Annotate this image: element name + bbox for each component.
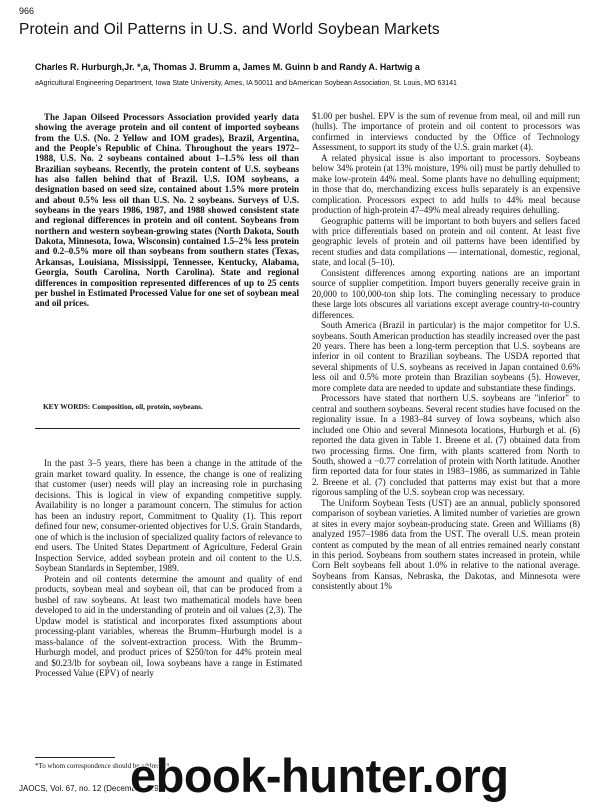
affiliations: aAgricultural Engineering Department, Iowa State University, Ames, IA 50011 and bAmerican Soybean Association, St. Louis, MO 63141 [35, 80, 457, 87]
journal-footer: JAOCS, Vol. 67, no. 12 (December 1990) [19, 784, 166, 793]
paper-title: Protein and Oil Patterns in U.S. and World Soybean Markets [19, 21, 440, 38]
footnote: *To whom correspondence should be addressed. [35, 762, 171, 770]
paragraph: $1.00 per bushel. EPV is the sum of revenue from meal, oil and mill run (hulls). The importance of protein and oil content to processors was confirmed in interviews conducted by the Office of Technology Assessment, to support its study of the U.S. grain market (4). [312, 111, 580, 153]
body-left-column [35, 458, 302, 679]
paragraph: A related physical issue is also important to processors. Soybeans below 34% protein (at 13% moisture, 19% oil) must be partly dehulled to make low-protein 44% meal. Some plants have no dehulling equipment; in those that do, merchandizing excess hulls separately is an expensive complication. Processors expect to add hulls to 44% meal because production of high-protein 47–49% meal already requires dehulling. [312, 152, 580, 216]
abstract: The Japan Oilseed Processors Association provided yearly data showing the average protein and oil content of imported soybeans from the U.S. (No. 2 Yellow and IOM grades), Brazil, Argentina, and the People's Republic of China. Throughout the years 1972–1988, U.S. No. 2 soybeans contained about 1–1.5% less oil than Brazilian soybeans. Recently, the protein content of U.S. soybeans has also fallen behind that of Brazil. U.S. IOM soybeans, a designation based on seed size, contained about 1.5% more protein and about 0.5% less oil than U.S. No. 2 soybeans. Surveys of U.S. soybeans in the years 1986, 1987, and 1988 showed consistent state and regional differences in protein and oil content. Soybeans from northern and western soybean-growing states (North Dakota, South Dakota, Minnesota, Iowa, Wisconsin) contained 1.5–2% less protein and 0.2–0.5% more oil than soybeans from southern states (Texas, Arkansas, Louisiana, Mississippi, Tennessee, Kentucky, Alabama, Georgia, South Carolina, North Carolina). State and regional differences in composition represented differences of up to 25 cents per bushel in Estimated Processed Value for one set of soybean meal and oil prices. [35, 112, 299, 309]
paragraph: The Uniform Soybean Tests (UST) are an annual, publicly sponsored comparison of soybean varieties. A limited number of varieties are grown at sites in every major soybean-producing state. Green and Williams (8) analyzed 1957–1986 data from the UST. The overall U.S. mean protein content as computed by the mean of all entries remained nearly constant in this period. Soybeans from southern states increased in protein, while Corn Belt soybeans fell about 1.0% in relative to the national average. Soybeans from Kansas, Nebraska, the Dakotas, and Minnesota were consistently about 1% [312, 497, 580, 592]
page-number: 966 [19, 6, 35, 16]
paragraph: Geographic patterns will be important to both buyers and sellers faced with price differentials based on protein and oil content. At least five geographic levels of protein and oil patterns have been identified by recent studies and data compilations — international, domestic, regional, state, and local (5–10). [312, 215, 580, 268]
paragraph: Processors have stated that northern U.S. soybeans are "inferior" to central and southern soybeans. Several recent studies have focused on the regionality issue. In a 1983–84 survey of Iowa soybeans, which also included one Ohio and several Minnesota locations, Hurburgh et al. (6) reported the data given in Table 1. Breene et al. (7) obtained data from two processing firms. One firm, with plants scattered from North to South, showed a −0.77 correlation of protein with North latitude. Another firm reported data for four states in 1983–1986, as summarized in Table 2. Breene et al. (7) concluded that patterns may exist but that a more rigorous sampling of the U.S. soybean crop was necessary. [312, 393, 580, 498]
paragraph: In the past 3–5 years, there has been a change in the attitude of the grain market toward quality. In essence, the change is one of realizing that customer (user) needs will play an increasing role in purchasing decisions. This is logical in view of expanding competitive supply. Availability is no longer a paramount concern. The stimulus for action has been an industry report, Commitment to Quality (1). This report defined four new, consumer-oriented objectives for U.S. Grain Standards, one of which is the inclusion of specialized quality factors of relevance to end users. The United States Department of Agriculture, Federal Grain Inspection Service, added soybean protein and oil content to the U.S. Soybean Standards in September, 1989. [35, 458, 302, 573]
paragraph: Consistent differences among exporting nations are an important source of supplier competition. Import buyers generally receive grain in 20,000 to 100,000-ton ship lots. The comingling necessary to produce these large lots obscures all variations except average country-to-country differences. [312, 267, 580, 320]
abstract-divider [35, 428, 300, 429]
watermark: ebook-hunter.org [130, 749, 509, 802]
paragraph: Protein and oil contents determine the amount and quality of end products, soybean meal and soybean oil, that can be produced from a bushel of raw soybeans. At least two mathematical models have been developed to aid in the understanding of protein and oil values (2,3). The Updaw model is statistical and incorporates fixed assumptions about processing-plant variables, whereas the Brumm–Hurburgh model is a mass-balance of the solvent-extraction process. With the Brumm–Hurburgh model, and product prices of $250/ton for 44% protein meal and $0.23/lb for soybean oil, Iowa soybeans have a range in Estimated Processed Value (EPV) of nearly [35, 573, 302, 678]
keywords: KEY WORDS: Composition, oil, protein, soybeans. [43, 402, 203, 411]
paragraph: South America (Brazil in particular) is the major competitor for U.S. soybeans. South American production has steadily increased over the past 20 years. There has been a long-term perception that U.S. soybeans are inferior in oil content to Brazilian soybeans. The USDA reported that several shipments of U.S. soybeans as received in Japan contained 0.6% less oil and 0.5% more protein than Brazilian soybeans (5). However, more complete data are needed to update and substantiate these findings. [312, 320, 580, 393]
body-right-column [312, 111, 580, 592]
footnote-divider [35, 757, 115, 758]
author-list: Charles R. Hurburgh,Jr. *,a, Thomas J. Brumm a, James M. Guinn b and Randy A. Hartwig a [35, 62, 420, 72]
